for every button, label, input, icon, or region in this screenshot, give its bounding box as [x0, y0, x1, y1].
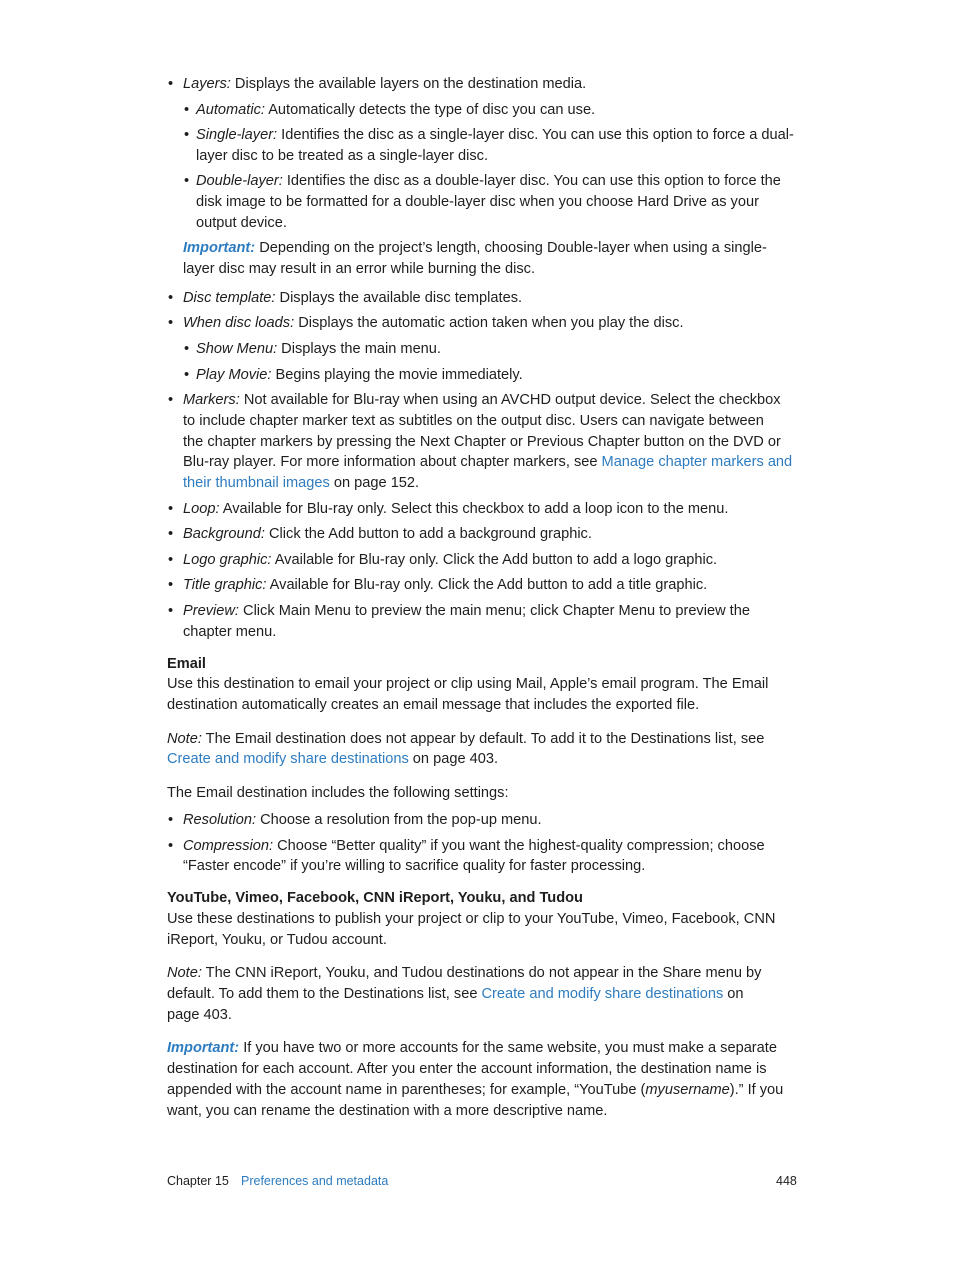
- markers-line2: to include chapter marker text as subtitles on the output disc. Users can navigate between: [183, 413, 764, 429]
- note-text: The CNN iReport, Youku, and Tudou destinations do not appear in the Share menu by: [201, 965, 762, 981]
- desc: Available for Blu-ray only. Click the Add button to add a logo graphic.: [271, 552, 718, 568]
- bullet: •: [184, 341, 190, 357]
- email-heading: Email: [167, 656, 206, 672]
- youtube-paragraph-line1: Use these destinations to publish your project or clip to your YouTube, Vimeo, Facebook, CNN: [167, 911, 776, 927]
- desc: Begins playing the movie immediately.: [271, 367, 523, 383]
- markers-line3: the chapter markers by pressing the Next Chapter or Previous Chapter button on the DVD or: [183, 434, 781, 450]
- bullet: •: [168, 315, 174, 331]
- youtube-note-line2: [167, 984, 744, 1004]
- title-graphic-item: [183, 575, 707, 595]
- term: Show Menu:: [196, 341, 278, 357]
- email-note: [167, 729, 764, 749]
- bullet: •: [168, 812, 174, 828]
- desc: Displays the automatic action taken when you play the disc.: [294, 315, 684, 331]
- desc: Click the Add button to add a background graphic.: [264, 526, 592, 542]
- email-note-line2: [167, 749, 498, 769]
- youtube-note-line3: page 403.: [167, 1007, 232, 1023]
- email-paragraph-line2: destination automatically creates an email message that includes the exported file.: [167, 697, 700, 713]
- bullet: •: [168, 577, 174, 593]
- bullet: •: [168, 392, 174, 408]
- term: Play Movie:: [196, 367, 272, 383]
- double-layer-item: [196, 171, 781, 191]
- text: Blu-ray player. For more information about chapter markers, see: [183, 454, 602, 470]
- compression-item: [183, 836, 765, 856]
- logo-graphic-item: [183, 550, 717, 570]
- bullet: •: [168, 552, 174, 568]
- text: on: [723, 986, 744, 1002]
- youtube-important-line3: [167, 1080, 783, 1100]
- footer-section-link[interactable]: Preferences and metadata: [241, 1174, 389, 1188]
- youtube-paragraph-line2: iReport, Youku, or Tudou account.: [167, 932, 387, 948]
- loop-item: [183, 499, 728, 519]
- important-label: Important:: [183, 240, 256, 256]
- double-layer-line2: disk image to be formatted for a double-layer disc when you choose Hard Drive as your: [196, 194, 759, 210]
- desc: Choose “Better quality” if you want the highest-quality compression; choose: [273, 838, 765, 854]
- bullet: •: [168, 526, 174, 542]
- bullet: •: [184, 127, 190, 143]
- bullet: •: [184, 173, 190, 189]
- automatic-item: [196, 100, 595, 120]
- term: Compression:: [183, 838, 274, 854]
- term: Disc template:: [183, 290, 276, 306]
- term: Loop:: [183, 501, 220, 517]
- text: ).” If you: [729, 1082, 784, 1098]
- youtube-important-line2: destination for each account. After you enter the account information, the destination name is: [167, 1061, 767, 1077]
- note-label: Note:: [167, 731, 202, 747]
- text: appended with the account name in parentheses; for example, “YouTube (: [167, 1082, 646, 1098]
- layers-item: [183, 74, 586, 94]
- desc: Displays the main menu.: [277, 341, 441, 357]
- desc: Click Main Menu to preview the main menu; click Chapter Menu to preview the: [238, 603, 750, 619]
- chapter-markers-link[interactable]: Manage chapter markers and: [601, 454, 793, 470]
- desc: Automatically detects the type of disc you can use.: [264, 102, 596, 118]
- bullet: •: [168, 76, 174, 92]
- thumbnail-images-link[interactable]: their thumbnail images: [183, 475, 330, 491]
- term: Logo graphic:: [183, 552, 272, 568]
- disc-template-item: [183, 288, 522, 308]
- youtube-note: [167, 963, 761, 983]
- text: on page 152.: [329, 475, 420, 491]
- desc: Identifies the disc as a single-layer disc. You can use this option to force a dual-: [277, 127, 794, 143]
- term: When disc loads:: [183, 315, 295, 331]
- term: Resolution:: [183, 812, 257, 828]
- username-placeholder: myusername: [645, 1082, 730, 1098]
- bullet: •: [168, 501, 174, 517]
- term: Automatic:: [196, 102, 265, 118]
- resolution-item: [183, 810, 542, 830]
- term: Title graphic:: [183, 577, 267, 593]
- note-text: Depending on the project’s length, choosing Double-layer when using a single-: [255, 240, 767, 256]
- double-layer-line3: output device.: [196, 215, 287, 231]
- bullet: •: [168, 838, 174, 854]
- show-menu-item: [196, 339, 441, 359]
- preview-item: [183, 601, 750, 621]
- desc: Identifies the disc as a double-layer disc. You can use this option to force the: [282, 173, 781, 189]
- youtube-important: [167, 1038, 777, 1058]
- background-item: [183, 524, 592, 544]
- term: Preview:: [183, 603, 239, 619]
- share-destinations-link[interactable]: Create and modify share destinations: [481, 986, 724, 1002]
- email-paragraph-line1: Use this destination to email your project or clip using Mail, Apple’s email program. The Email: [167, 676, 769, 692]
- note-text: If you have two or more accounts for the same website, you must make a separate: [239, 1040, 777, 1056]
- term: Layers:: [183, 76, 231, 92]
- important-note: [183, 238, 767, 258]
- single-layer-item: [196, 125, 794, 145]
- term: Markers:: [183, 392, 240, 408]
- bullet: •: [168, 603, 174, 619]
- footer-chapter: Chapter 15: [167, 1174, 229, 1188]
- desc: Choose a resolution from the pop-up menu.: [256, 812, 542, 828]
- term: Background:: [183, 526, 265, 542]
- note-label: Note:: [167, 965, 202, 981]
- page-number: 448: [776, 1174, 797, 1188]
- text: default. To add them to the Destinations list, see: [167, 986, 482, 1002]
- bullet: •: [184, 367, 190, 383]
- share-destinations-link[interactable]: Create and modify share destinations: [167, 751, 409, 767]
- important-note-line2: layer disc may result in an error while burning the disc.: [183, 261, 536, 277]
- compression-line2: “Faster encode” if you’re willing to sacrifice quality for faster processing.: [183, 858, 646, 874]
- desc: Available for Blu-ray only. Click the Add button to add a title graphic.: [266, 577, 708, 593]
- important-label: Important:: [167, 1040, 240, 1056]
- desc: Not available for Blu-ray when using an AVCHD output device. Select the checkbox: [239, 392, 781, 408]
- text: on page 403.: [408, 751, 499, 767]
- desc: Available for Blu-ray only. Select this checkbox to add a loop icon to the menu.: [219, 501, 729, 517]
- term: Double-layer:: [196, 173, 283, 189]
- markers-item: [183, 390, 781, 410]
- when-disc-loads-item: [183, 313, 684, 333]
- desc: Displays the available disc templates.: [275, 290, 523, 306]
- bullet: •: [168, 290, 174, 306]
- markers-line4: [183, 452, 792, 472]
- markers-line5: [183, 473, 419, 493]
- bullet: •: [184, 102, 190, 118]
- youtube-important-line4: want, you can rename the destination with a more descriptive name.: [167, 1103, 608, 1119]
- desc: Displays the available layers on the destination media.: [230, 76, 587, 92]
- play-movie-item: [196, 365, 523, 385]
- note-text: The Email destination does not appear by default. To add it to the Destinations list, see: [201, 731, 765, 747]
- preview-line2: chapter menu.: [183, 624, 277, 640]
- youtube-heading: YouTube, Vimeo, Facebook, CNN iReport, Youku, and Tudou: [167, 890, 583, 906]
- email-settings-intro: The Email destination includes the following settings:: [167, 785, 509, 801]
- term: Single-layer:: [196, 127, 278, 143]
- single-layer-line2: layer disc to be treated as a single-layer disc.: [196, 148, 489, 164]
